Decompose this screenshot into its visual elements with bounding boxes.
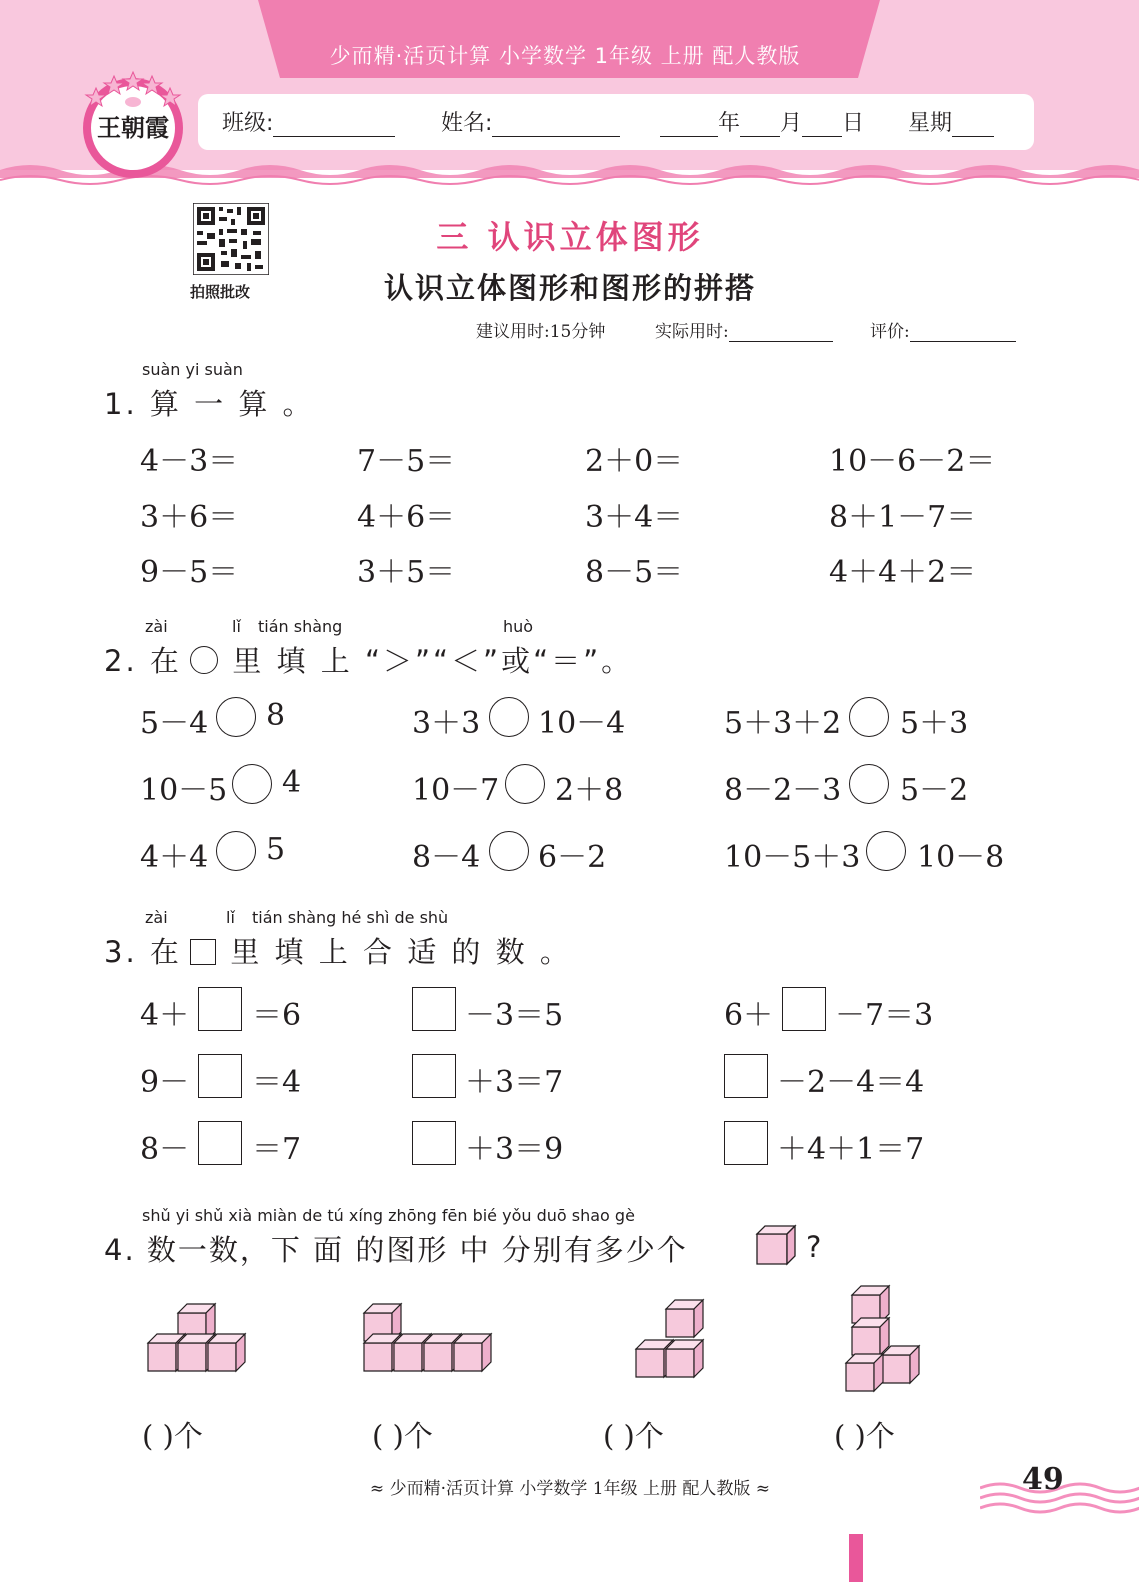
rating-label: 评价: bbox=[870, 322, 910, 342]
qr-label: 拍照批改 bbox=[190, 283, 251, 301]
answer-parens[interactable]: ( ) bbox=[603, 1419, 635, 1453]
month-blank[interactable] bbox=[740, 114, 780, 137]
weekday-blank[interactable] bbox=[952, 114, 994, 137]
q2-left-expr: 10－5 bbox=[140, 773, 228, 808]
actual-time-label: 实际用时: bbox=[655, 322, 729, 342]
q2-answer-circle[interactable] bbox=[216, 697, 256, 737]
q2-left-expr: 8－2－3 bbox=[724, 773, 842, 808]
year-label: 年 bbox=[718, 111, 741, 136]
month-label: 月 bbox=[780, 111, 803, 136]
series-title: 少而精·活页计算 小学数学 1年级 上册 配人教版 bbox=[329, 44, 801, 68]
q4-answer[interactable] bbox=[603, 1414, 664, 1455]
cube bbox=[208, 1334, 245, 1371]
q1-pinyin: suàn yi suàn bbox=[142, 360, 243, 379]
q2-answer-circle[interactable] bbox=[866, 831, 906, 871]
weekday-field[interactable] bbox=[908, 106, 994, 137]
q3-expr-right: ＝7 bbox=[252, 1132, 302, 1167]
actual-time-blank[interactable] bbox=[729, 323, 833, 342]
q3-pinyin: zài bbox=[145, 908, 168, 927]
q2-right-expr: 5 bbox=[266, 832, 286, 867]
q4-answer[interactable] bbox=[372, 1414, 433, 1455]
page-number: 49 bbox=[1022, 1462, 1064, 1497]
q3-answer-box[interactable] bbox=[724, 1054, 768, 1098]
q2-pinyin: lǐ bbox=[232, 617, 241, 636]
q1-expr[interactable]: 8＋1－7＝ bbox=[829, 500, 977, 535]
q3-answer-box[interactable] bbox=[412, 1121, 456, 1165]
rating-field[interactable] bbox=[870, 317, 1016, 342]
q2-right-expr: 10－4 bbox=[538, 706, 626, 741]
q1-expr[interactable]: 7－5＝ bbox=[357, 444, 456, 479]
q2-left-expr: 10－7 bbox=[412, 773, 500, 808]
cube bbox=[882, 1346, 919, 1383]
q1-title: 1. 算 一 算 。 bbox=[104, 387, 315, 421]
q1-expr[interactable]: 4＋6＝ bbox=[357, 500, 456, 535]
cube bbox=[454, 1334, 491, 1371]
footer-series: ≈ 少而精·活页计算 小学数学 1年级 上册 配人教版 ≈ bbox=[369, 1479, 771, 1499]
q2-right-expr: 2＋8 bbox=[555, 773, 624, 808]
q4-pinyin: shǔ yi shǔ xià miàn de tú xíng zhōng fēn bié yǒu duō shao gè bbox=[142, 1206, 635, 1225]
q4-answer[interactable] bbox=[834, 1414, 895, 1455]
answer-unit: 个 bbox=[634, 1419, 664, 1453]
q1-expr[interactable]: 4－3＝ bbox=[140, 444, 239, 479]
cube bbox=[666, 1300, 703, 1337]
q3-expr-right: ＋3＝9 bbox=[465, 1132, 564, 1167]
q1-expr[interactable]: 2＋0＝ bbox=[585, 444, 684, 479]
q3-answer-box[interactable] bbox=[412, 1054, 456, 1098]
q2-left-expr: 8－4 bbox=[412, 840, 481, 875]
q2-right-expr: 4 bbox=[282, 765, 302, 800]
q3-answer-box[interactable] bbox=[412, 987, 456, 1031]
q2-answer-circle[interactable] bbox=[849, 764, 889, 804]
answer-parens[interactable]: ( ) bbox=[372, 1419, 404, 1453]
lesson-title: 认识立体图形和图形的拼搭 bbox=[383, 271, 756, 305]
q4-title: 4. 数一数，下 面 的图形 中 分别有多少个 bbox=[104, 1233, 688, 1267]
q3-expr-right: －7＝3 bbox=[835, 998, 934, 1033]
cube bbox=[846, 1354, 883, 1391]
q1-expr[interactable]: 3＋6＝ bbox=[140, 500, 239, 535]
q3-expr-left: 8－ bbox=[140, 1132, 190, 1167]
q3-title-end: 里 填 上 合 适 的 数 。 bbox=[230, 935, 572, 969]
q2-right-expr: 10－8 bbox=[917, 840, 1005, 875]
q2-answer-circle[interactable] bbox=[232, 764, 272, 804]
q3-title bbox=[104, 930, 572, 971]
q3-expr-left: 6＋ bbox=[724, 998, 774, 1033]
q3-answer-box[interactable] bbox=[782, 987, 826, 1031]
answer-unit: 个 bbox=[865, 1419, 895, 1453]
q3-answer-box[interactable] bbox=[724, 1121, 768, 1165]
q4-answer[interactable] bbox=[142, 1414, 203, 1455]
q2-right-expr: 5＋3 bbox=[900, 706, 969, 741]
logo-text: 王朝霞 bbox=[97, 113, 169, 142]
cube-figure bbox=[146, 1300, 250, 1376]
q3-expr-right: －3＝5 bbox=[465, 998, 564, 1033]
q3-pinyin: lǐ bbox=[226, 908, 235, 927]
q3-title-start: 3. 在 bbox=[104, 935, 182, 969]
unit-title: 三 认识立体图形 bbox=[436, 218, 704, 256]
q2-answer-circle[interactable] bbox=[216, 831, 256, 871]
answer-parens[interactable]: ( ) bbox=[834, 1419, 866, 1453]
q3-answer-box[interactable] bbox=[198, 987, 242, 1031]
q3-answer-box[interactable] bbox=[198, 1121, 242, 1165]
page-edge-tab bbox=[849, 1534, 863, 1582]
q3-box-symbol bbox=[190, 939, 216, 965]
q2-left-expr: 5－4 bbox=[140, 706, 209, 741]
class-label: 班级: bbox=[222, 111, 274, 136]
q2-title-start: 2. 在 bbox=[104, 644, 182, 678]
weekday-label: 星期 bbox=[908, 111, 953, 136]
q2-answer-circle[interactable] bbox=[489, 831, 529, 871]
cube-figure bbox=[842, 1284, 926, 1396]
cube-figure bbox=[628, 1296, 712, 1380]
q2-right-expr: 5－2 bbox=[900, 773, 969, 808]
q3-expr-right: －2－4＝4 bbox=[777, 1065, 925, 1100]
q2-left-expr: 10－5＋3 bbox=[724, 840, 861, 875]
q3-expr-right: ＝6 bbox=[252, 998, 302, 1033]
year-blank[interactable] bbox=[660, 114, 718, 137]
q1-expr[interactable]: 4＋4＋2＝ bbox=[829, 555, 977, 590]
q1-expr[interactable]: 8－5＝ bbox=[585, 555, 684, 590]
cube-figure bbox=[362, 1300, 494, 1376]
q3-expr-right: ＝4 bbox=[252, 1065, 302, 1100]
qr-code-icon[interactable] bbox=[193, 203, 269, 275]
q1-expr[interactable]: 3＋5＝ bbox=[357, 555, 456, 590]
q2-title bbox=[104, 639, 633, 680]
cube bbox=[666, 1340, 703, 1377]
q2-pinyin: huò bbox=[503, 617, 534, 636]
q3-expr-right: ＋3＝7 bbox=[465, 1065, 564, 1100]
suggested-time: 建议用时:15分钟 bbox=[476, 322, 606, 342]
q2-left-expr: 3＋3 bbox=[412, 706, 481, 741]
q2-title-end: 里 填 上 “＞”“＜”或“＝”。 bbox=[232, 644, 634, 678]
name-field[interactable] bbox=[441, 106, 620, 137]
class-field[interactable] bbox=[222, 106, 395, 137]
q2-left-expr: 5＋3＋2 bbox=[724, 706, 842, 741]
q3-expr-left: 9－ bbox=[140, 1065, 190, 1100]
q2-answer-circle[interactable] bbox=[489, 697, 529, 737]
q2-pinyin: tián shàng bbox=[258, 617, 343, 636]
q1-expr[interactable]: 9－5＝ bbox=[140, 555, 239, 590]
q3-expr-right: ＋4＋1＝7 bbox=[777, 1132, 925, 1167]
actual-time-field[interactable] bbox=[655, 317, 833, 342]
q3-answer-box[interactable] bbox=[198, 1054, 242, 1098]
q1-expr[interactable]: 3＋4＝ bbox=[585, 500, 684, 535]
q2-answer-circle[interactable] bbox=[849, 697, 889, 737]
answer-parens[interactable]: ( ) bbox=[142, 1419, 174, 1453]
rating-blank[interactable] bbox=[910, 323, 1016, 342]
day-blank[interactable] bbox=[802, 114, 842, 137]
publisher-logo bbox=[80, 68, 186, 180]
q3-pinyin: tián shàng hé shì de shù bbox=[252, 908, 449, 927]
class-blank[interactable] bbox=[273, 114, 395, 137]
q4-title-end: ? bbox=[806, 1230, 825, 1264]
day-label: 日 bbox=[842, 111, 865, 136]
q2-right-expr: 8 bbox=[266, 698, 286, 733]
q2-right-expr: 6－2 bbox=[538, 840, 607, 875]
cube-icon bbox=[755, 1224, 799, 1268]
cube bbox=[852, 1318, 889, 1355]
q2-answer-circle[interactable] bbox=[505, 764, 545, 804]
name-blank[interactable] bbox=[492, 114, 620, 137]
answer-unit: 个 bbox=[403, 1419, 433, 1453]
q2-circle-symbol bbox=[190, 646, 218, 674]
q2-left-expr: 4＋4 bbox=[140, 840, 209, 875]
q3-expr-left: 4＋ bbox=[140, 998, 190, 1033]
q1-expr[interactable]: 10－6－2＝ bbox=[829, 444, 996, 479]
q2-pinyin: zài bbox=[145, 617, 168, 636]
name-label: 姓名: bbox=[441, 111, 493, 136]
answer-unit: 个 bbox=[173, 1419, 203, 1453]
date-field[interactable] bbox=[660, 106, 864, 137]
